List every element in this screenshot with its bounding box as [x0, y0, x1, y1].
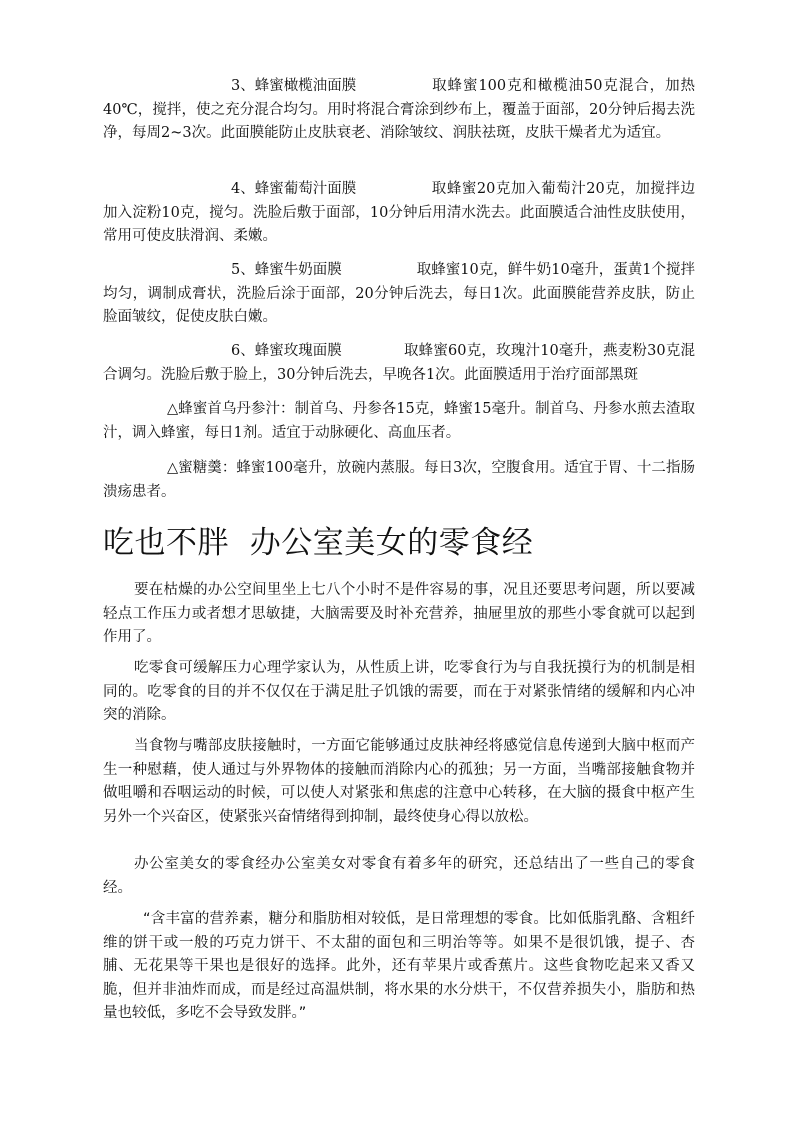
- article-paragraph: 吃零食可缓解压力心理学家认为，从性质上讲，吃零食行为与自我抚摸行为的机制是相同的。吃零食的目的并不仅仅在于满足肚子饥饿的需要，而在于对紧张情绪的缓解和内心冲突的消除。: [103, 660, 695, 723]
- recipe-title: 6、蜂蜜玫瑰面膜: [231, 343, 342, 359]
- note-honey-heshouwu-danshen: △蜂蜜首乌丹参汁：制首乌、丹参各15克，蜂蜜15毫升。制首乌、丹参水煎去渣取汁，调入蜂蜜，每日1剂。适宜于动脉硬化、高血压者。: [103, 401, 695, 441]
- recipe-body: 取蜂蜜100克和橄榄油50克混合，加热40℃，搅拌，使之充分混合均匀。用时将混合膏涂到纱布上，覆盖于面部，20分钟后揭去洗净，每周2~3次。此面膜能防止皮肤衰老、消除皱纹、润肤祛斑，皮肤干燥者尤为适宜。: [103, 78, 695, 141]
- recipe-title: 3、蜂蜜橄榄油面膜: [231, 78, 357, 94]
- note-honey-soup: △蜜糖羹：蜂蜜100毫升，放碗内蒸服。每日3次，空腹食用。适宜于胃、十二指肠溃疡患者。: [103, 460, 695, 500]
- article-title: 吃也不胖 办公室美女的零食经: [103, 525, 534, 561]
- article-paragraph: 当食物与嘴部皮肤接触时，一方面它能够通过皮肤神经将感觉信息传递到大脑中枢而产生一种慰藉，使人通过与外界物体的接触而消除内心的孤独；另一方面，当嘴部接触食物并做咀嚼和吞咽运动的时候，可以使人对紧张和焦虑的注意中心转移，在大脑的摄食中枢产生另外一个兴奋区，使紧张兴奋情绪得到抑制，最终使身心得以放松。: [103, 738, 695, 825]
- recipe-body: 取蜂蜜60克，玫瑰汁10毫升，燕麦粉30克混合调匀。洗脸后敷于脸上，30分钟后洗去，早晚各1次。此面膜适用于治疗面部黑斑: [103, 343, 695, 383]
- recipe-body: 取蜂蜜20克加入葡萄汁20克，加搅拌边加入淀粉10克，搅匀。洗脸后敷于面部，10分钟后用清水洗去。此面膜适合油性皮肤使用，常用可使皮肤滑润、柔嫩。: [103, 181, 695, 244]
- recipe-honey-rose-mask: [103, 340, 695, 387]
- recipe-body: 取蜂蜜10克，鲜牛奶10毫升，蛋黄1个搅拌均匀，调制成膏状，洗脸后涂于面部，20分钟后洗去，每日1次。此面膜能营养皮肤，防止脸面皱纹，促使皮肤白嫩。: [103, 262, 695, 325]
- article-paragraph: 要在枯燥的办公空间里坐上七八个小时不是件容易的事，况且还要思考问题，所以要减轻点工作压力或者想才思敏捷，大脑需要及时补充营养，抽屉里放的那些小零食就可以起到作用了。: [103, 582, 695, 645]
- recipe-honey-milk-mask: [103, 259, 695, 330]
- recipe-honey-grape-juice-mask: [103, 178, 695, 249]
- article-quote-paragraph: “含丰富的营养素，糖分和脂肪相对较低，是日常理想的零食。比如低脂乳酪、含粗纤维的饼干或一般的巧克力饼干、不太甜的面包和三明治等等。如果不是很饥饿，提子、杏脯、无花果等干果也是很好的选择。此外，还有苹果片或香蕉片。这些食物吃起来又香又脆，但并非油炸而成，而是经过高温烘制，将水果的水分烘干，不仅营养损失小，脂肪和热量也较低，多吃不会导致发胖。”: [103, 911, 695, 1021]
- recipe-title: 5、蜂蜜牛奶面膜: [231, 262, 342, 278]
- recipe-honey-olive-oil-mask: [103, 75, 695, 146]
- recipe-title: 4、蜂蜜葡萄汁面膜: [231, 181, 357, 197]
- article-paragraph: 办公室美女的零食经办公室美女对零食有着多年的研究，还总结出了一些自己的零食经。: [103, 856, 695, 896]
